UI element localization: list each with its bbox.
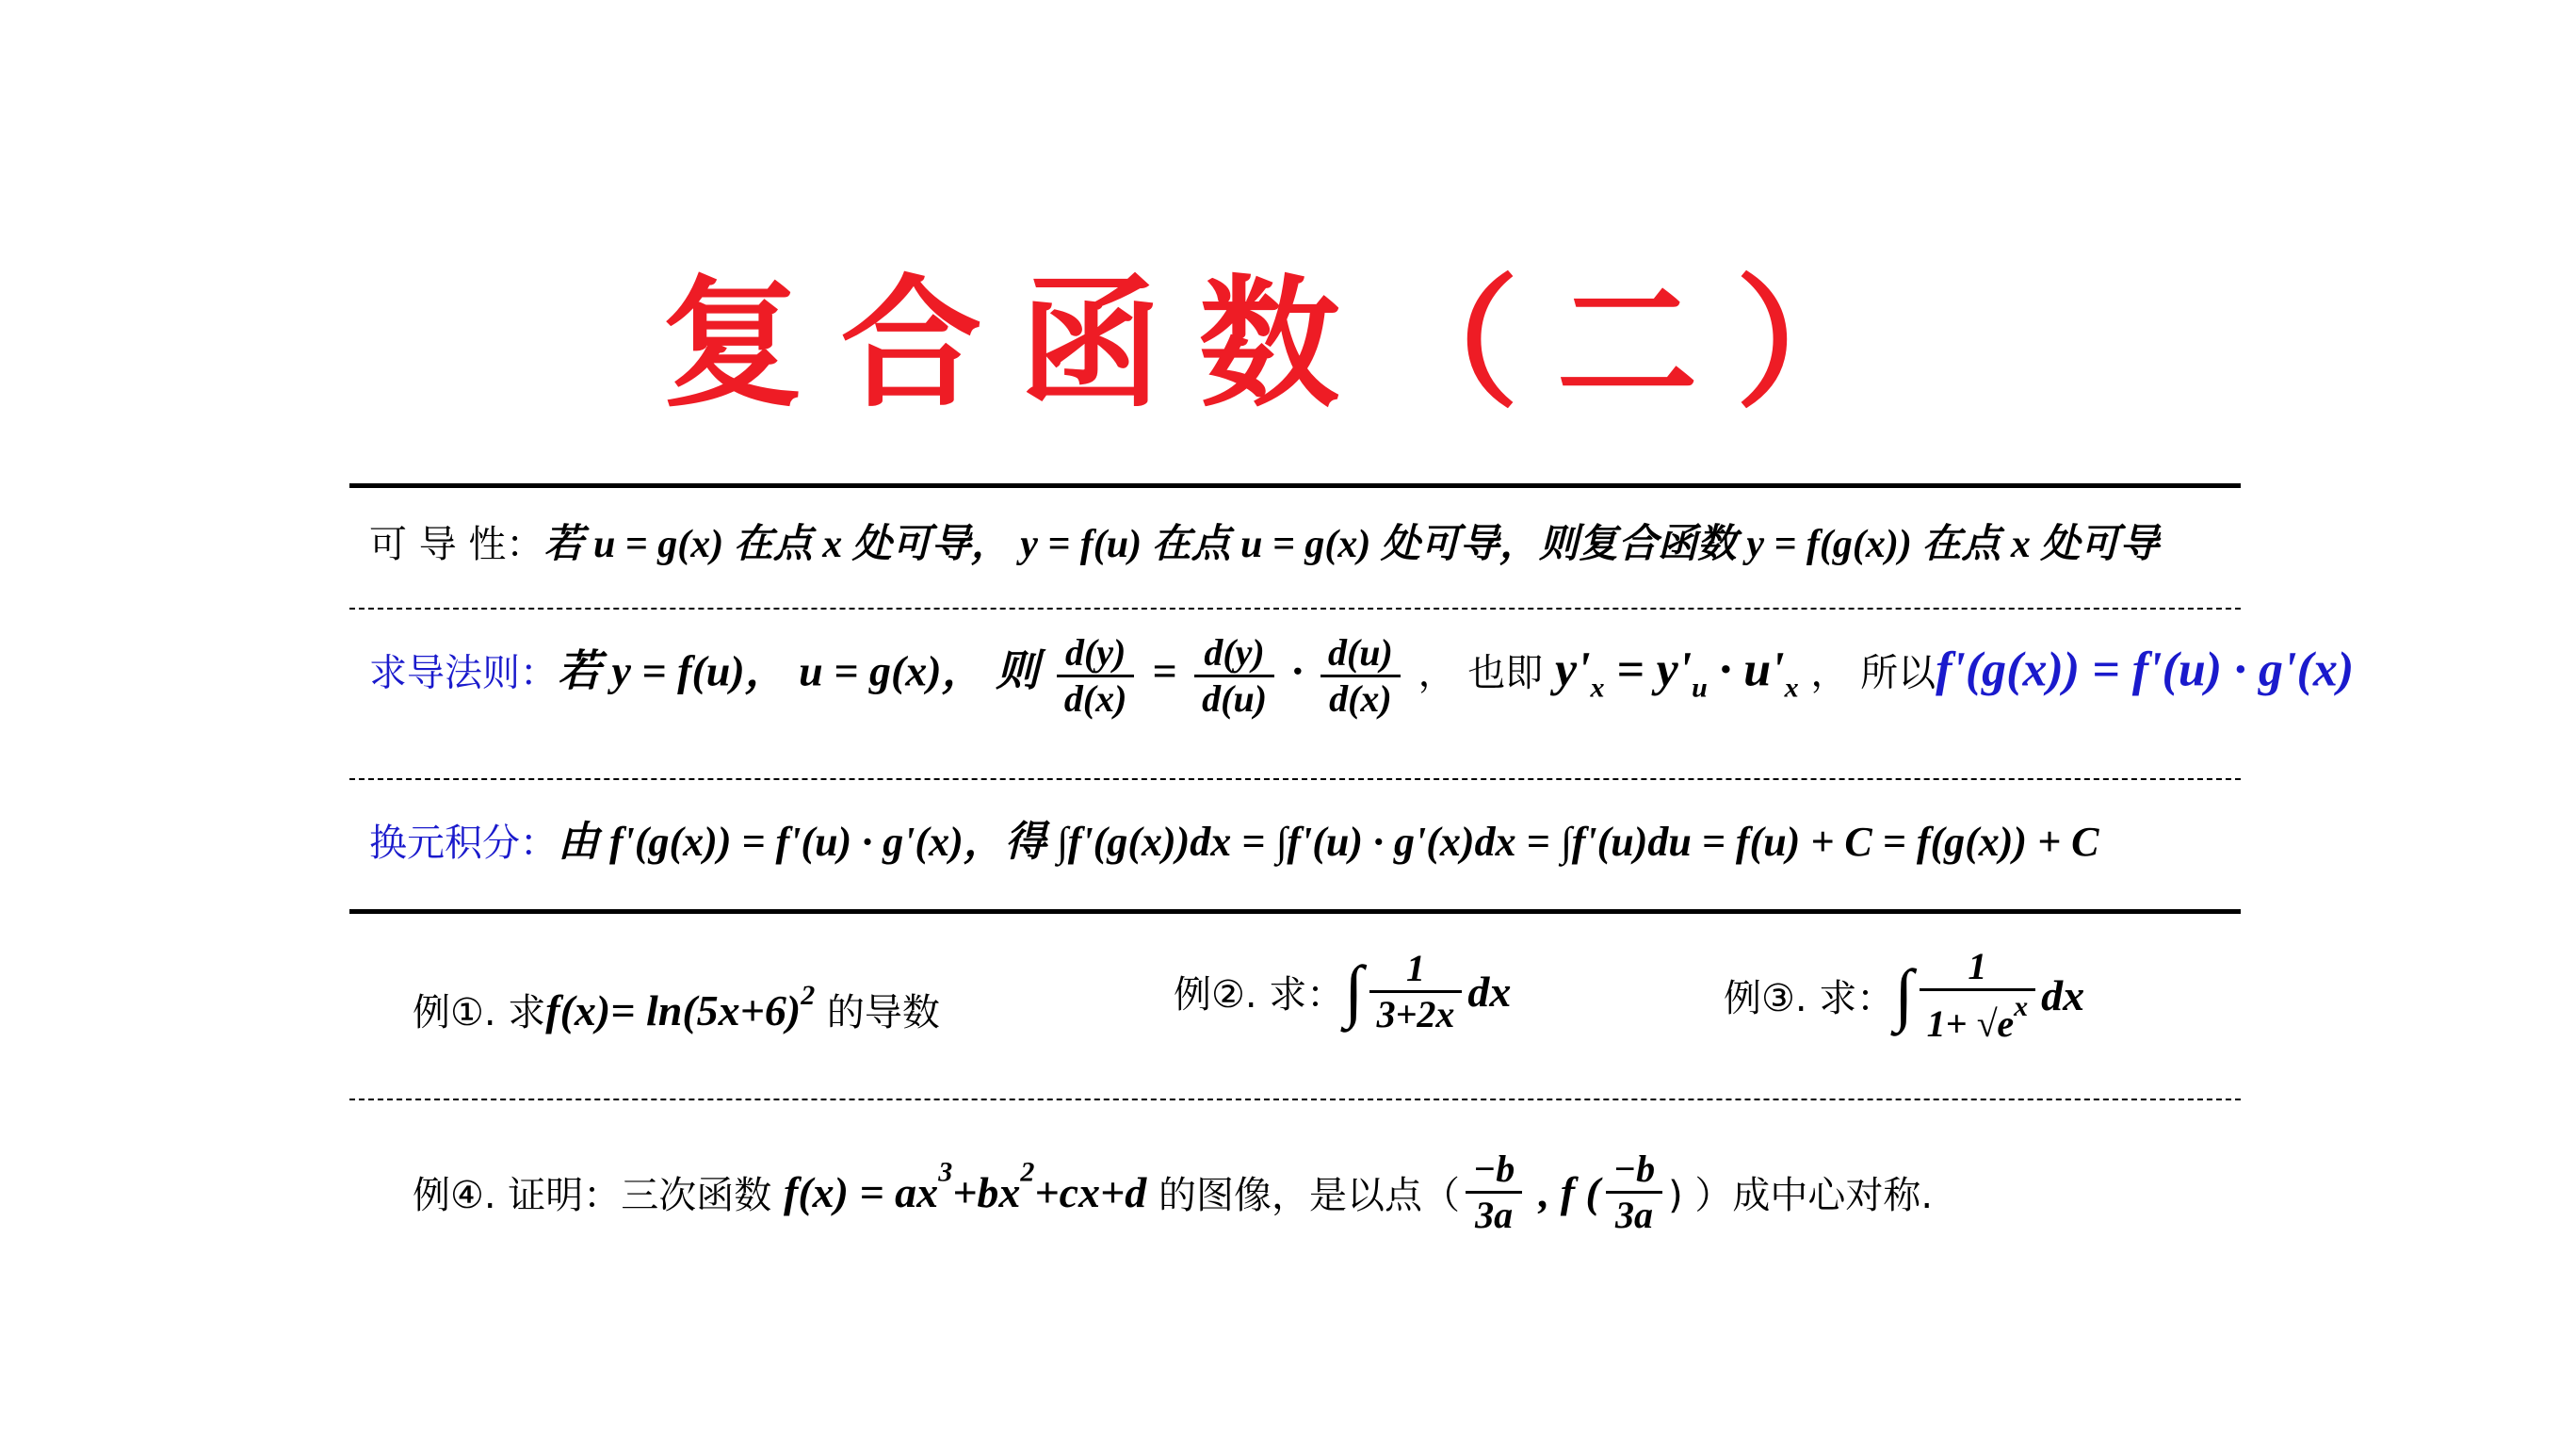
- row-differentiability: [369, 521, 2234, 568]
- row-label: 求导法则：: [369, 651, 558, 695]
- y-prime-u: y': [1656, 643, 1693, 697]
- rule-lead: 若 y = f(u)， u = g(x)， 则: [558, 646, 1040, 695]
- fraction-dy-dx: $\frac{d(y)}{d(x)}$: [1057, 631, 1135, 721]
- exponent: 2: [1020, 1156, 1035, 1188]
- row-text: 由 f'(g(x)) = f'(u) · g'(x)，得 ∫f'(g(x))dx = ∫f'(u) · g'(x)dx = ∫f'(u)du = f(u) + C = f(g(x)) + C: [558, 819, 2099, 865]
- exponent: 3: [938, 1156, 953, 1188]
- center-x-fraction: $\frac{-b}{3a}$: [1466, 1148, 1522, 1237]
- example-tail: ) ）成中心对称.: [1668, 1174, 1934, 1217]
- integrand-fraction: $\frac{1}{1+ √e^x}$: [1920, 945, 2036, 1046]
- y-prime: y': [1555, 643, 1591, 697]
- exponent: 2: [801, 980, 816, 1011]
- example-lead: 例①. 求: [413, 991, 546, 1034]
- integrand-fraction: $\frac{1}{3+2x}$: [1369, 947, 1463, 1036]
- subscript: x: [1784, 672, 1799, 704]
- differential: dx: [1467, 968, 1512, 1016]
- sqrt-term: √e: [1976, 1002, 2015, 1045]
- row-derivative-rule: 求导法则：若 y = f(u)， u = g(x)， 则 $\frac{d(y)}{d(x)}$ = $\frac{d(y)}{d(u)}$ · $\frac{d(u)}{d(x)}$ ， 也即 $y'_x = y'_u \cdot u'_x$ ， 所以f'(g(x)) = f'(u) · g'(x): [369, 631, 2355, 720]
- chain-rule-formula: f'(g(x)) = f'(u) · g'(x): [1936, 643, 2355, 697]
- top-rule: [349, 483, 2241, 488]
- row-label: 换元积分：: [369, 822, 558, 865]
- integral-sign: ∫: [1344, 952, 1364, 1030]
- integral-sign: ∫: [1894, 956, 1914, 1034]
- center-y-fraction: $\frac{-b}{3a}$: [1606, 1148, 1662, 1237]
- example-2: [1174, 947, 1511, 1036]
- example-mid: 的图像，是以点（: [1158, 1174, 1460, 1217]
- example-1: [413, 980, 940, 1036]
- equals-sign: =: [1152, 646, 1177, 695]
- divider: [349, 608, 2241, 610]
- denominator-part: 1+: [1926, 1002, 1977, 1045]
- linear-term: +cx+d: [1034, 1168, 1147, 1216]
- example-lead: 例④. 证明：三次函数: [413, 1174, 772, 1217]
- example-lead: 例③. 求：: [1724, 977, 1895, 1020]
- center-y-lead: , f (: [1528, 1168, 1600, 1216]
- subscript: x: [1590, 672, 1605, 704]
- divider: [349, 778, 2241, 780]
- row-label: 可 导 性：: [369, 523, 544, 566]
- row-substitution-integral: [369, 818, 2234, 868]
- u-prime: u': [1743, 643, 1785, 697]
- exponent: x: [2014, 991, 2029, 1022]
- example-lead: 例②. 求：: [1174, 973, 1345, 1017]
- differential: dx: [2041, 971, 2085, 1019]
- rule-tail-lead: ， 所以: [1810, 651, 1936, 695]
- dot-operator: ·: [1291, 646, 1304, 695]
- quadratic-term: +bx: [952, 1168, 1021, 1216]
- row-text: 若 u = g(x) 在点 x 处可导， y = f(u) 在点 u = g(x) 处可导，则复合函数 y = f(g(x)) 在点 x 处可导: [543, 523, 2160, 566]
- fraction-dy-du: $\frac{d(y)}{d(u)}$: [1194, 631, 1274, 721]
- middle-rule: [349, 909, 2241, 914]
- rule-mid: ， 也即: [1418, 651, 1544, 695]
- page-title: 复合函数（二）: [661, 261, 1915, 427]
- example-tail: 的导数: [815, 991, 940, 1034]
- example-3: [1724, 945, 2084, 1046]
- subscript: u: [1692, 672, 1708, 704]
- divider: [349, 1099, 2241, 1100]
- fraction-du-dx: $\frac{d(u)}{d(x)}$: [1320, 631, 1401, 721]
- cubic-term: f(x) = ax: [784, 1168, 939, 1216]
- example-expression: f(x)= ln(5x+6): [545, 986, 802, 1034]
- example-4: [413, 1148, 1933, 1237]
